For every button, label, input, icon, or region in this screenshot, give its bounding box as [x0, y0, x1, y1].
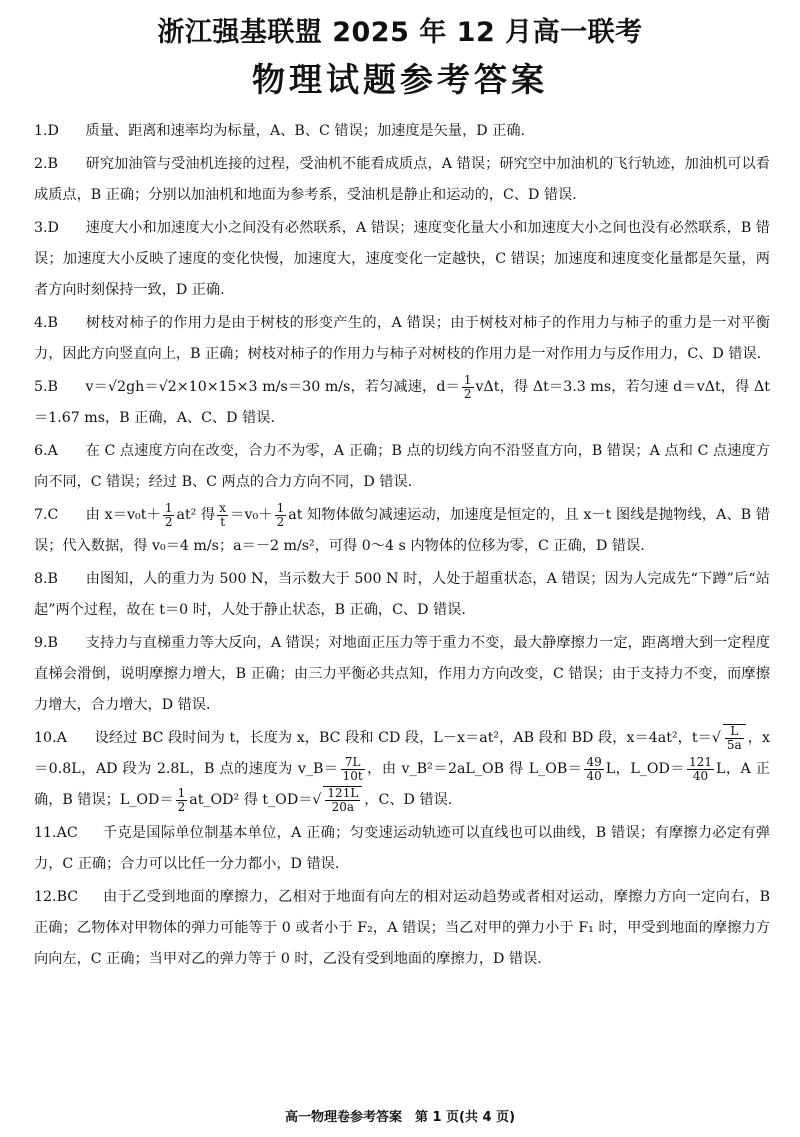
item-number: 11.: [34, 825, 57, 841]
answer-item-2: [34, 149, 770, 211]
answer-item-4: [34, 308, 770, 370]
item-number: 4.: [34, 315, 48, 331]
fraction: $\frac{1}{2}$: [463, 372, 472, 401]
answer-item-1: [34, 116, 770, 147]
item-answer: A: [56, 730, 67, 746]
answer-item-8: [34, 564, 770, 626]
answer-item-10: 10.A 设经过 BC 段时间为 t，长度为 x，BC 段和 CD 段，L－x＝at²，AB 段和 BD 段，x＝4at²，t＝√ $\frac{L}{5a}$ ，x＝0.8L，AD 段为 2.8L，B 点的速度为 v_B＝ $\frac{7L}{10t}$ ，由 v_B²＝2aL_OB 得 L_OB＝ $\frac{49}{40}$ L，L_OD＝ $\frac{121}{40}$ L，A 正确，B 错误；L_OD＝ $\frac{1}{2}$ at_OD² 得 t_OD＝√ $\frac{121L}{20a}$ ，C、D 错误.: [34, 724, 770, 814]
item-number: 12.: [34, 889, 57, 905]
fraction: $\frac{121}{40}$: [689, 754, 712, 783]
item-explanation: at 知物体做匀减速运动，加速度是恒定的，且 x－t 图线是抛物线，A、B 错误；代入数据，得 v₀＝4 m/s；a＝－2 m/s²，可得 0～4 s 内物体的位移为零，C 正确，D 错误.: [34, 507, 770, 554]
item-answer: B: [47, 315, 58, 331]
fraction: $\frac{49}{40}$: [586, 754, 602, 783]
item-number: 1.: [34, 123, 48, 139]
item-answer: AC: [56, 825, 78, 841]
answer-title: 物理试题参考答案: [252, 60, 548, 99]
item-explanation: 速度大小和加速度大小之间没有必然联系，A 错误；速度变化量大小和加速度大小之间也没有必然联系，B 错误；加速度大小反映了速度的变化快慢，加速度大，速度变化一定越快，C 错误；加速度和速度变化量都是矢量，两者方向时刻保持一致，D 正确.: [34, 220, 770, 298]
item-explanation: 在 C 点速度方向在改变，合力不为零，A 正确；B 点的切线方向不沿竖直方向，B 错误；A 点和 C 点速度方向不同，C 错误；经过 B、C 两点的合力方向不同，D 错误.: [34, 443, 770, 490]
fraction: $\frac{1}{2}$: [276, 500, 285, 529]
item-explanation: vΔt，得 Δt＝3.3 ms，若匀速 d＝vΔt，得 Δt＝1.67 ms，B 正确，A、C、D 错误.: [34, 379, 770, 426]
item-explanation: ，C、D 错误.: [364, 792, 453, 808]
exam-title: 浙江强基联盟 2025 年 12 月高一联考: [157, 17, 643, 48]
item-explanation: 由于乙受到地面的摩擦力，乙相对于地面有向左的相对运动趋势或者相对运动，摩擦力方向一定向右，B 正确；乙物体对甲物体的弹力可能等于 0 或者小于 F₂，A 错误；当乙对甲的弹力小于 F₁ 时，甲受到地面的摩擦力方向向左，C 正确；当甲对乙的弹力等于 0 时，乙没有受到地面的摩擦力，D 错误.: [34, 889, 770, 967]
item-answer: C: [47, 507, 59, 523]
item-explanation: 支持力与直梯重力等大反向，A 错误；对地面正压力等于重力不变，最大静摩擦力一定，距离增大到一定程度直梯会滑倒，说明摩擦力增大，B 正确；由三力平衡必共点知，作用力方向改变，C 错误；由于支持力不变，而摩擦力增大，合力增大，D 错误.: [34, 635, 770, 713]
item-explanation: 树枝对柿子的作用力是由于树枝的形变产生的，A 错误；由于树枝对柿子的作用力与柿子的重力是一对平衡力，因此方向竖直向上，B 正确；树枝对柿子的作用力与柿子对树枝的作用力是一对作用力与反作用力，C、D 错误.: [34, 315, 770, 362]
fraction: $\frac{L}{5a}$: [723, 724, 746, 752]
fraction: $\frac{121L}{20a}$: [323, 786, 362, 814]
item-formula: v＝√2gh＝√2×10×15×3 m/s＝30 m/s，若匀减速，d＝: [85, 379, 460, 395]
answer-list: [34, 116, 770, 977]
item-explanation: 研究加油管与受油机连接的过程，受油机不能看成质点，A 错误；研究空中加油机的飞行轨迹，加油机可以看成质点，B 正确；分别以加油机和地面为参考系，受油机是静止和运动的，C、D 错误.: [34, 156, 770, 203]
item-answer: D: [47, 220, 59, 236]
item-number: 8.: [34, 571, 48, 587]
item-number: 3.: [34, 220, 48, 236]
answer-item-6: [34, 436, 770, 498]
answer-item-12: [34, 882, 770, 975]
item-number: 10.: [34, 730, 57, 746]
item-explanation: 由图知，人的重力为 500 N，当示数大于 500 N 时，人处于超重状态，A 错误；因为人完成先“下蹲”后“站起”两个过程，故在 t＝0 时，人处于静止状态，B 正确，C、D 错误.: [34, 571, 770, 618]
item-number: 2.: [34, 156, 48, 172]
item-number: 5.: [34, 379, 48, 395]
fraction: $\frac{x}{t}$: [219, 500, 227, 529]
item-answer: B: [47, 571, 58, 587]
answer-item-9: [34, 628, 770, 721]
answer-item-3: [34, 213, 770, 306]
item-explanation: 质量、距离和速率均为标量，A、B、C 错误；加速度是矢量，D 正确.: [85, 123, 526, 139]
item-answer: A: [47, 443, 58, 459]
fraction: $\frac{1}{2}$: [164, 500, 173, 529]
page-footer: 高一物理卷参考答案 第 1 页(共 4 页): [284, 1110, 516, 1125]
item-answer: B: [47, 156, 58, 172]
item-explanation: 千克是国际单位制基本单位，A 正确；匀变速运动轨迹可以直线也可以曲线，B 错误；有摩擦力必定有弹力，C 正确；合力可以比任一分力都小，D 错误.: [34, 825, 770, 872]
fraction: $\frac{1}{2}$: [177, 785, 186, 814]
answer-item-5: [34, 372, 770, 434]
item-number: 7.: [34, 507, 48, 523]
item-number: 9.: [34, 635, 48, 651]
answer-item-7: 7.C 由 x＝v₀t＋ $\frac{1}{2}$ at² 得 $\frac{x}{t}$ ＝v₀＋ $\frac{1}{2}$ at 知物体做匀减速运动，加速度是恒定的，且 x－t 图线是抛物线，A、B 错误；代入数据，得 v₀＝4 m/s；a＝－2 m/s²，可得 0～4 s 内物体的位移为零，C 正确，D 错误.: [34, 500, 770, 554]
item-number: 6.: [34, 443, 48, 459]
item-answer: D: [47, 123, 59, 139]
fraction: $\frac{7L}{10t}$: [342, 754, 363, 783]
item-answer: BC: [56, 889, 79, 905]
item-answer: B: [47, 379, 58, 395]
answer-item-11: [34, 818, 770, 880]
item-answer: B: [47, 635, 58, 651]
